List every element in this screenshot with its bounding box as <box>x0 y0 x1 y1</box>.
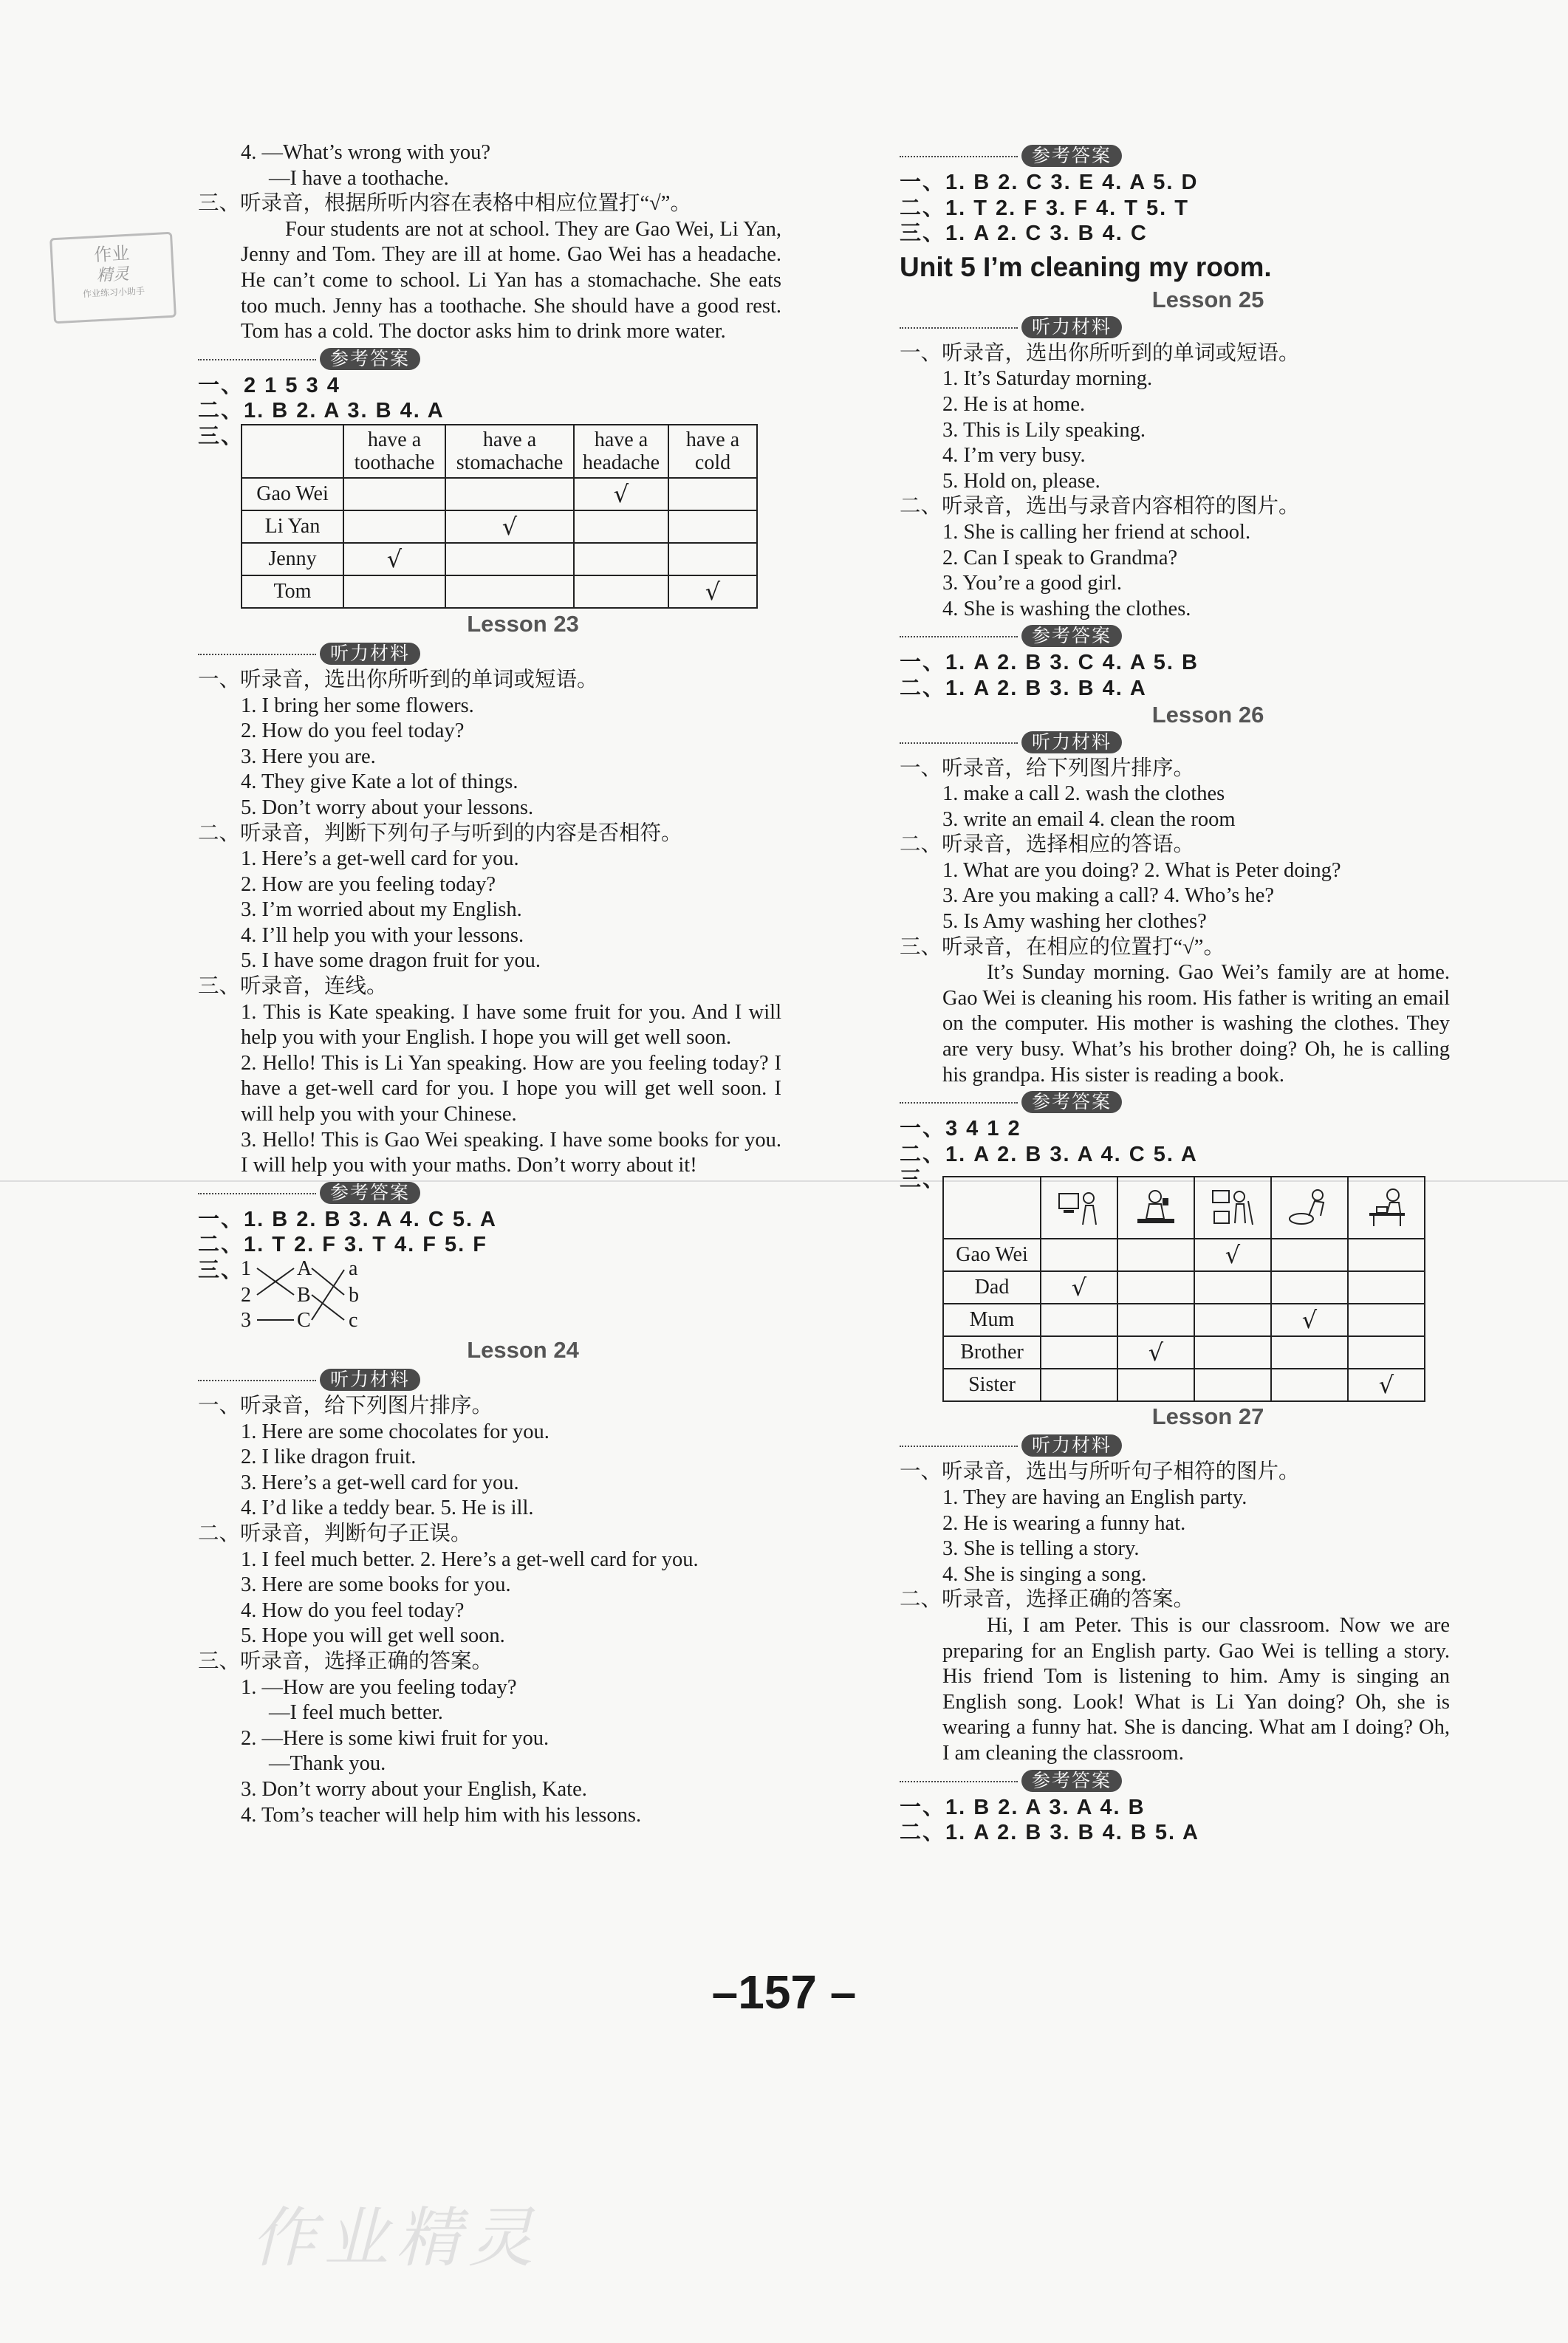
section-heading: 一、听录音，给下列图片排序。 <box>198 1395 493 1417</box>
list-item: —Thank you. <box>269 1752 386 1776</box>
right-column <box>900 140 1450 1846</box>
listening-label: 听力材料 <box>1021 1434 1122 1457</box>
listening-divider <box>198 641 781 666</box>
list-item: 5. Hope you will get well soon. <box>241 1624 505 1648</box>
list-item: 1. They are having an English party. <box>942 1486 1247 1509</box>
computer-picture <box>1056 1186 1102 1229</box>
list-item: 1. —How are you feeling today? <box>241 1675 517 1699</box>
row-name: Jenny <box>242 543 343 575</box>
answer-tag: 三、 <box>198 1259 244 1282</box>
match-letter: C <box>297 1309 311 1332</box>
list-item: 3. Here you are. <box>241 745 376 768</box>
check-cell <box>1271 1369 1348 1401</box>
answer-line: 二、1. B 2. A 3. B 4. A <box>198 399 445 423</box>
page-number: –157 – <box>711 1966 857 2019</box>
match-letter: a <box>349 1257 358 1280</box>
check-cell <box>1348 1271 1425 1304</box>
check-cell: √ <box>445 510 574 543</box>
listening-divider <box>900 730 1450 755</box>
reading-picture <box>1363 1186 1409 1229</box>
section-heading: 二、听录音，选出与录音内容相符的图片。 <box>900 495 1300 519</box>
check-cell <box>343 510 445 543</box>
check-cell <box>445 478 574 510</box>
answer-line: 二、1. A 2. B 3. B 4. B 5. A <box>900 1821 1200 1845</box>
check-cell <box>1348 1239 1425 1271</box>
check-cell <box>1041 1369 1117 1401</box>
listening-paragraph: Hi, I am Peter. This is our classroom. Now we are preparing for an English party. Gao Wei is telling a story. His friend Tom is listening to him. Amy is singing an English song. Look! What is Li Yan doing? Oh, she is wearing a funny hat. She is dancing. What am I doing? Oh, I am cleaning the classroom. <box>942 1613 1450 1765</box>
table-header: have a stomachache <box>445 425 574 478</box>
check-cell: √ <box>1194 1239 1271 1271</box>
answer-label: 参考答案 <box>1021 625 1122 647</box>
logo-stamp <box>49 232 177 324</box>
listening-divider <box>900 315 1450 340</box>
row-name: Dad <box>943 1271 1041 1304</box>
listening-divider <box>900 1433 1450 1458</box>
answer-line: 一、1. B 2. B 3. A 4. C 5. A <box>198 1207 497 1231</box>
listening-label: 听力材料 <box>1021 731 1122 753</box>
list-item: 3. She is telling a story. <box>942 1537 1140 1561</box>
check-cell <box>574 510 668 543</box>
check-cell <box>1117 1271 1194 1304</box>
check-cell: √ <box>1041 1271 1117 1304</box>
row-name: Gao Wei <box>242 478 343 510</box>
stamp-line-3: 作业练习小助手 <box>82 285 145 300</box>
lesson-title: Lesson 26 <box>1151 701 1264 728</box>
answer-tag: 三、 <box>198 424 244 448</box>
answer-line: 一、1. A 2. B 3. C 4. A 5. B <box>900 651 1199 675</box>
list-item: 1. It’s Saturday morning. <box>942 367 1153 391</box>
row-name: Sister <box>943 1369 1041 1401</box>
section-heading: 三、听录音，选择正确的答案。 <box>198 1649 493 1673</box>
listening-paragraph: It’s Sunday morning. Gao Wei’s family are at home. Gao Wei is cleaning his room. His father is writing an email on the computer. His mother is washing the clothes. They are very busy. What’s his brother doing? Oh, he is calling his grandpa. His sister is reading a book. <box>942 961 1450 1087</box>
washing-picture-cell <box>1271 1177 1348 1239</box>
listening-label: 听力材料 <box>320 1369 420 1391</box>
check-cell <box>1041 1239 1117 1271</box>
check-cell <box>1271 1271 1348 1304</box>
illness-table <box>241 424 758 609</box>
table-row <box>943 1239 1425 1271</box>
list-item: 5. Hold on, please. <box>942 469 1100 493</box>
table-header-row <box>242 425 757 478</box>
row-name: Mum <box>943 1304 1041 1336</box>
table-row <box>242 510 757 543</box>
check-cell: √ <box>668 575 757 608</box>
row-name: Li Yan <box>242 510 343 543</box>
check-cell <box>1271 1239 1348 1271</box>
list-item: 4. She is washing the clothes. <box>942 597 1191 620</box>
check-cell <box>1117 1239 1194 1271</box>
section-heading: 一、听录音，选出你所听到的单词或短语。 <box>900 341 1300 365</box>
check-cell <box>1117 1304 1194 1336</box>
list-item: 3. You’re a good girl. <box>942 572 1123 595</box>
list-item: 1. What are you doing? 2. What is Peter doing? <box>942 858 1341 882</box>
check-cell: √ <box>343 543 445 575</box>
answer-label: 参考答案 <box>320 1182 420 1204</box>
list-item: 3. Are you making a call? 4. Who’s he? <box>942 884 1275 908</box>
matching-lines <box>241 1258 418 1335</box>
answer-label: 参考答案 <box>1021 1091 1122 1113</box>
section-heading: 二、听录音，判断句子正误。 <box>198 1522 472 1545</box>
cleaning-picture-cell <box>1194 1177 1271 1239</box>
check-cell: √ <box>1117 1336 1194 1369</box>
list-item: 3. Here’s a get-well card for you. <box>241 1471 519 1494</box>
answer-line: 一、3 4 1 2 <box>900 1117 1021 1141</box>
table-row <box>242 575 757 608</box>
section-heading: 一、听录音，给下列图片排序。 <box>900 756 1195 780</box>
check-cell <box>574 575 668 608</box>
check-cell: √ <box>574 478 668 510</box>
table-row <box>943 1304 1425 1336</box>
answer-line: 二、1. T 2. F 3. T 4. F 5. F <box>198 1233 488 1257</box>
list-item: 4. How do you feel today? <box>241 1598 465 1622</box>
matching-answer <box>198 1258 781 1335</box>
match-letter: B <box>297 1284 311 1307</box>
table-row <box>943 1271 1425 1304</box>
lesson-title: Lesson 27 <box>1151 1403 1264 1430</box>
match-number: 2 <box>241 1284 251 1307</box>
match-letter: A <box>297 1257 312 1280</box>
list-item: 2. I like dragon fruit. <box>241 1446 417 1469</box>
answer-line: 一、1. B 2. C 3. E 4. A 5. D <box>900 171 1199 194</box>
answer-table-row <box>198 424 781 609</box>
section-heading: 二、听录音，选择正确的答案。 <box>900 1588 1195 1612</box>
list-item: 2. How do you feel today? <box>241 719 465 743</box>
match-letter: b <box>349 1284 359 1307</box>
list-item: 1. I feel much better. 2. Here’s a get-well card for you. <box>241 1547 699 1571</box>
listening-paragraph: 2. Hello! This is Li Yan speaking. How are you feeling today? I have a get-well card for you. I hope you will get well soon. I will help you with your Chinese. <box>241 1051 781 1126</box>
stamp-line-2: 精灵 <box>96 264 130 286</box>
list-item: 3. write an email 4. clean the room <box>942 807 1236 831</box>
row-name: Brother <box>943 1336 1041 1369</box>
listening-paragraph: 1. This is Kate speaking. I have some fruit for you. And I will help you with your English. I hope you will get well soon. <box>241 1000 781 1050</box>
family-activity-table <box>942 1176 1425 1402</box>
section-heading: 一、听录音，选出你所听到的单词或短语。 <box>198 668 598 691</box>
answer-line: 一、1. B 2. A 3. A 4. B <box>900 1795 1146 1819</box>
table-row <box>943 1336 1425 1369</box>
watermark: 作业精灵 <box>251 2200 541 2276</box>
answer-divider <box>900 143 1450 168</box>
list-item: 2. How are you feeling today? <box>241 872 496 896</box>
phone-picture <box>1133 1186 1179 1229</box>
check-cell <box>1348 1336 1425 1369</box>
answer-divider <box>198 1180 781 1205</box>
check-cell: √ <box>1348 1369 1425 1401</box>
list-item: 3. This is Lily speaking. <box>942 418 1146 442</box>
list-item: 5. Don’t worry about your lessons. <box>241 796 534 819</box>
section-heading: 三、听录音，连线。 <box>198 975 388 999</box>
list-item: 2. Can I speak to Grandma? <box>942 546 1178 569</box>
table-header: have a toothache <box>343 425 445 478</box>
list-item: 1. Here’s a get-well card for you. <box>241 847 519 871</box>
check-cell <box>1271 1336 1348 1369</box>
phone-picture-cell <box>1117 1177 1194 1239</box>
check-cell <box>445 543 574 575</box>
answer-divider <box>900 623 1450 649</box>
check-cell <box>574 543 668 575</box>
section-heading: 三、听录音，在相应的位置打“√”。 <box>900 935 1225 959</box>
list-item: 3. Don’t worry about your English, Kate. <box>241 1777 587 1801</box>
answer-line: 三、1. A 2. C 3. B 4. C <box>900 222 1148 246</box>
list-item: 1. make a call 2. wash the clothes <box>942 782 1225 806</box>
check-cell <box>1041 1304 1117 1336</box>
q4-question: 4. —What’s wrong with you? <box>241 141 490 164</box>
table-header: have a cold <box>668 425 757 478</box>
row-name: Tom <box>242 575 343 608</box>
list-item: 4. They give Kate a lot of things. <box>241 770 518 794</box>
q4-answer: —I have a toothache. <box>269 166 449 190</box>
check-cell <box>668 478 757 510</box>
check-cell <box>1348 1304 1425 1336</box>
list-item: 2. He is wearing a funny hat. <box>942 1511 1186 1535</box>
check-cell <box>1194 1369 1271 1401</box>
match-number: 3 <box>241 1309 251 1332</box>
listening-paragraph: 3. Hello! This is Gao Wei speaking. I have some books for you. I will help you with your maths. Don’t worry about it! <box>241 1128 781 1177</box>
check-cell <box>1117 1369 1194 1401</box>
listening-paragraph: Four students are not at school. They are Gao Wei, Li Yan, Jenny and Tom. They are ill at home. Gao Wei has a headache. He can’t come to school. Li Yan has a stomachache. She eats too much. Jenny has a toothache. She should have a good rest. Tom has a cold. The doctor asks him to drink more water. <box>241 217 781 343</box>
unit-title: Unit 5 I’m cleaning my room. <box>900 251 1272 282</box>
list-item: 3. Here are some books for you. <box>241 1573 511 1597</box>
left-column <box>198 140 781 1828</box>
list-item: 3. I’m worried about my English. <box>241 898 522 922</box>
answer-divider <box>900 1090 1450 1115</box>
check-cell <box>1194 1336 1271 1369</box>
check-cell <box>668 510 757 543</box>
list-item: 1. I bring her some flowers. <box>241 694 474 717</box>
check-cell <box>1041 1336 1117 1369</box>
list-item: —I feel much better. <box>269 1701 443 1725</box>
match-number: 1 <box>241 1257 251 1280</box>
check-cell <box>445 575 574 608</box>
check-cell <box>1194 1271 1271 1304</box>
listening-label: 听力材料 <box>320 643 420 665</box>
table-header-row <box>943 1177 1425 1239</box>
check-cell: √ <box>1271 1304 1348 1336</box>
table-row <box>943 1369 1425 1401</box>
answer-label: 参考答案 <box>1021 145 1122 167</box>
table-corner-cell <box>242 425 343 478</box>
cleaning-picture <box>1210 1186 1256 1229</box>
list-item: 4. Tom’s teacher will help him with his lessons. <box>241 1803 642 1827</box>
table-header: have a headache <box>574 425 668 478</box>
answer-tag: 三、 <box>900 1168 946 1192</box>
washing-picture <box>1287 1186 1332 1229</box>
list-item: 2. He is at home. <box>942 392 1086 416</box>
answer-line: 二、1. A 2. B 3. B 4. A <box>900 676 1147 700</box>
lesson-title: Lesson 23 <box>467 610 579 637</box>
table-corner-cell <box>943 1177 1041 1239</box>
listening-divider <box>198 1367 781 1392</box>
stamp-line-1: 作业 <box>93 242 131 266</box>
list-item: 4. I’d like a teddy bear. 5. He is ill. <box>241 1497 534 1520</box>
listening-label: 听力材料 <box>1021 316 1122 338</box>
section-heading: 三、听录音，根据所听内容在表格中相应位置打“√”。 <box>198 192 691 216</box>
lesson-title: Lesson 24 <box>467 1337 579 1363</box>
computer-picture-cell <box>1041 1177 1117 1239</box>
list-item: 1. Here are some chocolates for you. <box>241 1420 550 1443</box>
section-heading: 一、听录音，选出与所听句子相符的图片。 <box>900 1460 1300 1484</box>
answer-label: 参考答案 <box>1021 1770 1122 1792</box>
answer-table-row <box>900 1167 1450 1402</box>
match-letter: c <box>349 1309 358 1332</box>
list-item: 4. She is singing a song. <box>942 1562 1147 1586</box>
lesson-title: Lesson 25 <box>1151 286 1264 312</box>
list-item: 1. She is calling her friend at school. <box>942 520 1251 544</box>
list-item: 5. I have some dragon fruit for you. <box>241 949 541 973</box>
check-cell <box>1194 1304 1271 1336</box>
check-cell <box>343 575 445 608</box>
row-name: Gao Wei <box>943 1239 1041 1271</box>
answer-divider <box>198 346 781 372</box>
list-item: 4. I’m very busy. <box>942 444 1086 468</box>
answer-divider <box>900 1768 1450 1793</box>
section-heading: 二、听录音，判断下列句子与听到的内容是否相符。 <box>198 821 682 845</box>
list-item: 4. I’ll help you with your lessons. <box>241 923 524 947</box>
check-cell <box>668 543 757 575</box>
section-heading: 二、听录音，选择相应的答语。 <box>900 833 1195 857</box>
check-cell <box>343 478 445 510</box>
reading-picture-cell <box>1348 1177 1425 1239</box>
matching-diagram <box>241 1258 418 1335</box>
answer-line: 二、1. T 2. F 3. F 4. T 5. T <box>900 196 1190 220</box>
answer-label: 参考答案 <box>320 348 420 370</box>
list-item: 2. —Here is some kiwi fruit for you. <box>241 1726 550 1750</box>
table-row <box>242 478 757 510</box>
answer-line: 一、2 1 5 3 4 <box>198 373 340 397</box>
list-item: 5. Is Amy washing her clothes? <box>942 910 1207 934</box>
answer-line: 二、1. A 2. B 3. A 4. C 5. A <box>900 1142 1198 1166</box>
table-row <box>242 543 757 575</box>
